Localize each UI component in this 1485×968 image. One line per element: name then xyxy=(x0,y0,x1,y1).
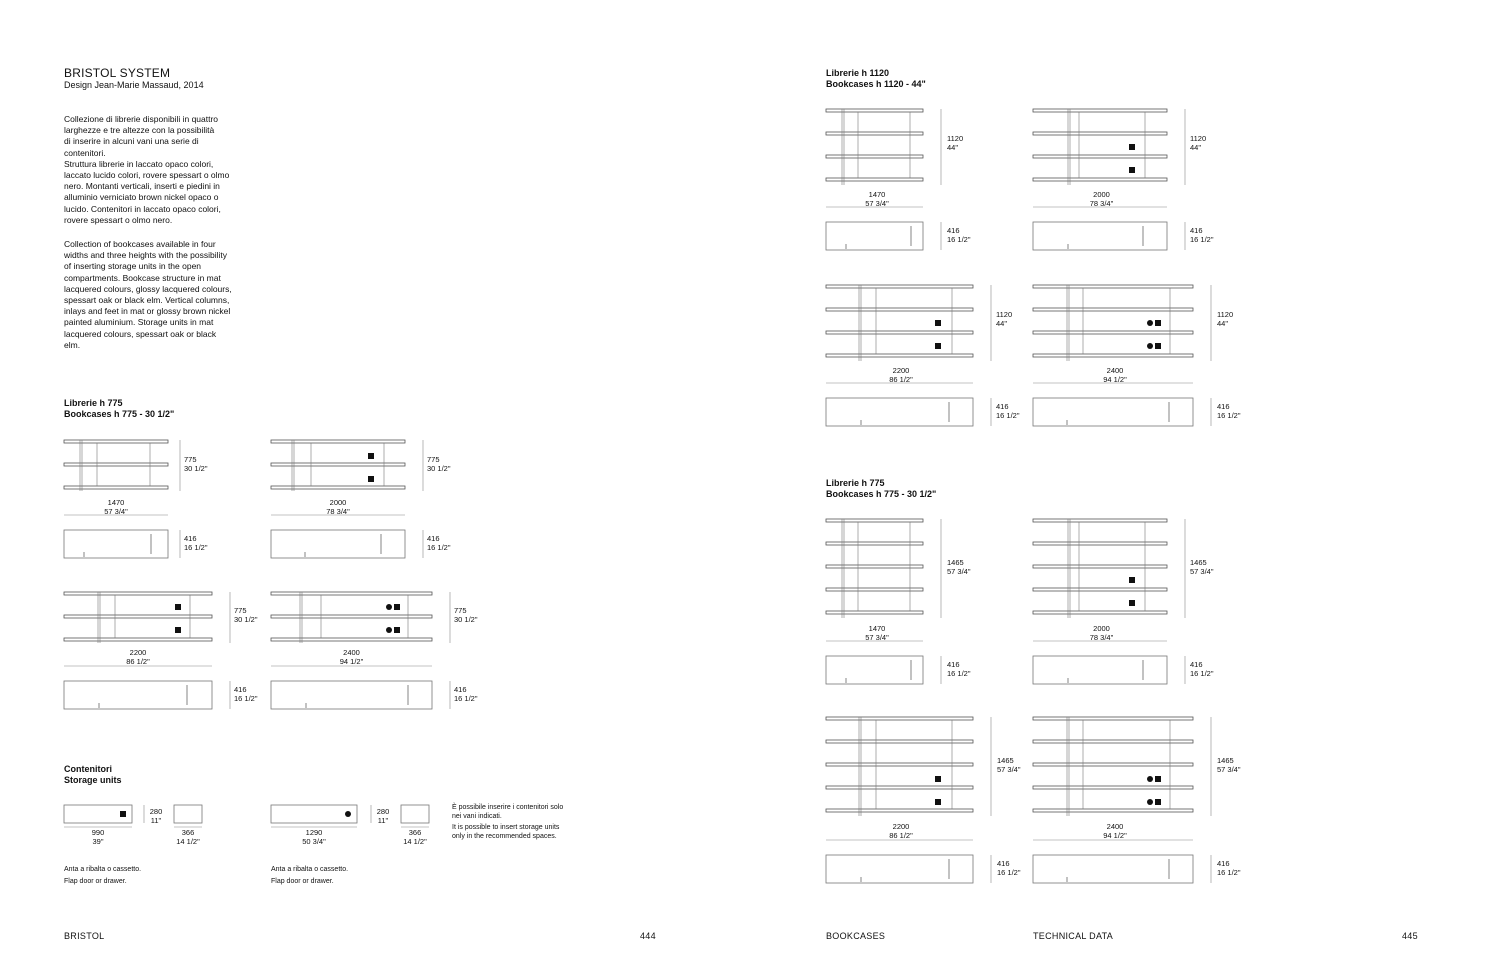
note-line: It is possible to insert storage units xyxy=(452,824,560,831)
dim-depth-416 xyxy=(997,860,1021,877)
dim-in: 86 1/2" xyxy=(126,656,150,666)
dim-in: 14 1/2" xyxy=(176,836,200,846)
dim-in: 16 1/2" xyxy=(427,542,451,552)
dim-mm: 1120 xyxy=(996,310,1013,319)
dim-depth-366 xyxy=(397,829,433,846)
note-line: nei vani indicati. xyxy=(452,812,502,820)
dim-in: 16 1/2" xyxy=(1190,668,1214,678)
heading-italian: Librerie h 775 xyxy=(64,398,123,408)
dim-mm: 1465 xyxy=(1217,756,1234,765)
dim-in: 16 1/2" xyxy=(454,693,478,703)
dim-depth-416 xyxy=(234,686,258,703)
dim-mm: 990 xyxy=(91,828,105,837)
dim-in: 44" xyxy=(1190,142,1202,152)
dim-in: 16 1/2" xyxy=(996,410,1020,420)
dim-mm: 1290 xyxy=(305,828,323,837)
dim-mm: 2400 xyxy=(1106,366,1124,375)
dim-in: 57 3/4" xyxy=(947,566,971,576)
dim-mm: 416 xyxy=(1190,660,1203,669)
dim-height-1465 xyxy=(947,559,971,576)
dim-depth-416 xyxy=(184,535,208,552)
text-line: lacquered colours, glossy lacquered colours, xyxy=(64,283,232,294)
dim-in: 39" xyxy=(92,836,104,846)
heading-italian: Contenitori xyxy=(64,764,112,774)
bookcase-2200-plan-h1120 xyxy=(826,398,991,426)
dim-width-2000 xyxy=(271,499,405,516)
dim-mm: 1465 xyxy=(997,756,1014,765)
text-line: larghezze e tre altezze con la possibilità xyxy=(64,125,215,136)
dim-in: 57 3/4" xyxy=(865,198,889,208)
dim-mm: 416 xyxy=(947,226,960,235)
bookcase-2000-plan-h1465 xyxy=(1033,656,1185,684)
dim-mm: 416 xyxy=(1190,226,1203,235)
dim-width-2400 xyxy=(271,649,432,666)
text-line: inlays and feet in mat or glossy brown nickel xyxy=(64,306,231,317)
dim-in: 16 1/2" xyxy=(1190,234,1214,244)
text-line: contenitori. xyxy=(64,147,106,158)
bookcase-2400-plan-h1465 xyxy=(1033,855,1211,883)
note-line: È possibile inserire i contenitori solo xyxy=(452,804,564,811)
dim-mm: 416 xyxy=(997,859,1010,868)
dim-depth-416 xyxy=(947,227,971,244)
bookcase-2400-plan-h1120 xyxy=(1033,398,1211,426)
dim-width-2000 xyxy=(1033,625,1170,642)
caption-it: Anta a ribalta o cassetto. xyxy=(64,866,142,873)
dim-mm: 416 xyxy=(454,685,467,694)
dim-in: 30 1/2" xyxy=(184,463,208,473)
dim-mm: 2400 xyxy=(343,648,360,657)
heading-english: Storage units xyxy=(64,775,122,785)
dim-in: 16 1/2" xyxy=(1217,867,1241,877)
dim-mm: 416 xyxy=(947,660,960,669)
dim-mm: 2000 xyxy=(1093,624,1110,633)
page-number-left: 444 xyxy=(640,931,656,941)
dim-mm: 2400 xyxy=(1106,822,1124,831)
dim-in: 16 1/2" xyxy=(947,234,971,244)
note-line: only in the recommended spaces. xyxy=(452,832,557,840)
dim-mm: 775 xyxy=(234,606,247,615)
dim-height-280 xyxy=(146,808,166,825)
dim-in: 78 3/4" xyxy=(326,506,350,516)
dim-width-1470 xyxy=(826,191,928,208)
footer-section: BOOKCASES xyxy=(826,931,886,941)
dim-width-1290 xyxy=(271,829,357,846)
dim-height-280 xyxy=(373,808,393,825)
dim-mm: 775 xyxy=(184,455,197,464)
dim-mm: 1120 xyxy=(1190,134,1207,143)
heading-english: Bookcases h 1120 - 44" xyxy=(826,79,926,89)
dim-depth-366 xyxy=(170,829,206,846)
dim-mm: 1470 xyxy=(868,190,886,199)
dim-mm: 1120 xyxy=(947,134,964,143)
dim-depth-416 xyxy=(1190,227,1214,244)
text-line: nero. Montanti verticali, inserti e piedini in xyxy=(64,181,220,192)
caption-en: Flap door or drawer. xyxy=(271,877,334,885)
bookcase-2200-plan-h1465 xyxy=(826,855,991,883)
dim-in: 57 3/4" xyxy=(104,506,128,516)
dim-in: 78 3/4" xyxy=(1089,632,1114,642)
text-line: Collection of bookcases available in four xyxy=(64,239,216,249)
storage-unit-990 xyxy=(64,805,202,827)
dim-in: 86 1/2" xyxy=(889,374,913,384)
dim-width-2200 xyxy=(826,823,976,840)
dim-in: 30 1/2" xyxy=(234,614,258,624)
dim-in: 57 3/4" xyxy=(1217,764,1241,774)
bookcase-2000-h1465 xyxy=(1033,519,1185,641)
dim-width-2200 xyxy=(64,649,212,666)
heading-english: Bookcases h 775 - 30 1/2" xyxy=(826,489,937,499)
dim-mm: 1465 xyxy=(1190,558,1207,567)
text-line: elm. xyxy=(64,339,81,350)
dim-mm: 366 xyxy=(181,828,195,837)
dim-in: 44" xyxy=(947,142,959,152)
text-line: widths and three heights with the possibility xyxy=(64,250,228,261)
text-line: of inserting storage units in the open xyxy=(64,261,202,272)
dim-width-990 xyxy=(64,829,132,846)
dim-width-1470 xyxy=(64,499,168,516)
dim-in: 57 3/4" xyxy=(865,632,889,642)
text-line: compartments. Bookcase structure in mat xyxy=(64,272,221,283)
text-line: rovere spessart o olmo nero. xyxy=(64,214,173,225)
dim-in: 94 1/2" xyxy=(1103,830,1127,840)
dim-width-2000 xyxy=(1033,191,1170,208)
page-number-right: 445 xyxy=(1402,931,1418,941)
storage-unit-1290 xyxy=(271,805,429,827)
dim-in: 57 3/4" xyxy=(997,764,1021,774)
text-line: Collezione di librerie disponibili in quattro xyxy=(64,114,219,124)
dim-width-1470 xyxy=(826,625,928,642)
dim-in: 30 1/2" xyxy=(454,614,478,624)
text-line: di inserire in alcuni vani una serie di xyxy=(64,136,199,147)
dim-depth-416 xyxy=(1190,661,1214,678)
dim-mm: 2200 xyxy=(892,822,910,831)
bookcase-1470-plan-h1120 xyxy=(826,222,941,250)
dim-in: 16 1/2" xyxy=(184,542,208,552)
dim-in: 14 1/2" xyxy=(403,836,427,846)
dim-mm: 416 xyxy=(234,685,247,694)
dim-in: 11" xyxy=(377,815,389,825)
dim-in: 78 3/4" xyxy=(1089,198,1114,208)
text-line: alluminio verniciato brown nickel opaco o xyxy=(64,192,219,203)
dim-depth-416 xyxy=(427,535,451,552)
dim-in: 94 1/2" xyxy=(339,656,364,666)
dim-height-1465 xyxy=(1190,559,1214,576)
bookcase-1470-plan xyxy=(64,530,180,558)
caption-en: Flap door or drawer. xyxy=(64,877,127,885)
bookcase-2000-plan xyxy=(271,530,423,558)
dim-mm: 1120 xyxy=(1217,310,1234,319)
text-line: Struttura librerie in laccato opaco colori, xyxy=(64,158,214,169)
dim-height-1465 xyxy=(1217,757,1241,774)
dim-mm: 2200 xyxy=(892,366,910,375)
dim-height-1120 xyxy=(947,135,963,152)
dim-in: 44" xyxy=(996,318,1008,328)
dim-in: 57 3/4" xyxy=(1190,566,1214,576)
dim-height-775 xyxy=(184,456,208,473)
dim-in: 30 1/2" xyxy=(427,463,451,473)
dim-mm: 1465 xyxy=(947,558,964,567)
bookcase-1470-h1465 xyxy=(826,519,941,641)
dim-in: 94 1/2" xyxy=(1103,374,1127,384)
heading-english: Bookcases h 775 - 30 1/2" xyxy=(64,409,175,419)
dim-depth-416 xyxy=(996,403,1020,420)
dim-in: 16 1/2" xyxy=(234,693,258,703)
dim-mm: 416 xyxy=(1217,859,1230,868)
bookcase-2400-plan xyxy=(271,681,450,709)
dim-mm: 2000 xyxy=(1093,190,1110,199)
text-line: spessart oak or black elm. Vertical columns, xyxy=(64,295,230,306)
dim-width-2400 xyxy=(1033,367,1197,384)
dim-mm: 416 xyxy=(184,534,197,543)
dim-height-1120 xyxy=(1190,135,1206,152)
dim-height-775 xyxy=(427,456,451,473)
bookcase-2000-plan-h1120 xyxy=(1033,222,1185,250)
bookcase-1470-plan-h1465 xyxy=(826,656,941,684)
dim-height-1120 xyxy=(1217,311,1233,328)
dim-in: 86 1/2" xyxy=(889,830,913,840)
page-title: BRISTOL SYSTEM xyxy=(64,66,171,80)
footer-brand: BRISTOL xyxy=(64,931,105,941)
dim-mm: 416 xyxy=(1217,402,1230,411)
dim-mm: 280 xyxy=(149,807,163,816)
dim-height-775 xyxy=(234,607,258,624)
dim-in: 16 1/2" xyxy=(997,867,1021,877)
dim-mm: 366 xyxy=(408,828,422,837)
text-line: laccato lucido colori, rovere spessart o olmo xyxy=(64,170,230,181)
dim-mm: 775 xyxy=(454,606,467,615)
dim-depth-416 xyxy=(1217,860,1241,877)
dim-mm: 2000 xyxy=(329,498,347,507)
footer-technical-data: TECHNICAL DATA xyxy=(1033,931,1114,941)
bookcase-2200-plan xyxy=(64,681,230,709)
dim-in: 50 3/4" xyxy=(302,836,326,846)
dim-depth-416 xyxy=(947,661,971,678)
dim-height-1120 xyxy=(996,311,1012,328)
dim-mm: 775 xyxy=(427,455,440,464)
designer-credit: Design Jean-Marie Massaud, 2014 xyxy=(64,80,204,90)
dim-width-2200 xyxy=(826,367,976,384)
dim-mm: 1470 xyxy=(868,624,886,633)
heading-italian: Librerie h 1120 xyxy=(826,68,890,78)
dim-in: 16 1/2" xyxy=(947,668,971,678)
dim-in: 11" xyxy=(150,815,162,825)
dim-mm: 2200 xyxy=(129,648,147,657)
dim-in: 16 1/2" xyxy=(1217,410,1241,420)
dim-depth-416 xyxy=(1217,403,1241,420)
heading-italian: Librerie h 775 xyxy=(826,478,885,488)
dim-depth-416 xyxy=(454,686,478,703)
dim-mm: 1470 xyxy=(107,498,125,507)
text-line: lucido. Contenitori in laccato opaco colori, xyxy=(64,203,221,214)
dim-height-1465 xyxy=(997,757,1021,774)
dim-mm: 416 xyxy=(996,402,1009,411)
caption-it: Anta a ribalta o cassetto. xyxy=(271,866,349,873)
dim-in: 44" xyxy=(1217,318,1229,328)
dim-width-2400 xyxy=(1033,823,1197,840)
text-line: painted aluminium. Storage units in mat xyxy=(64,317,214,328)
dim-mm: 280 xyxy=(376,807,390,816)
dim-mm: 416 xyxy=(427,534,440,543)
text-line: lacquered colours, spessart oak or black xyxy=(64,328,217,339)
dim-height-775 xyxy=(454,607,478,624)
